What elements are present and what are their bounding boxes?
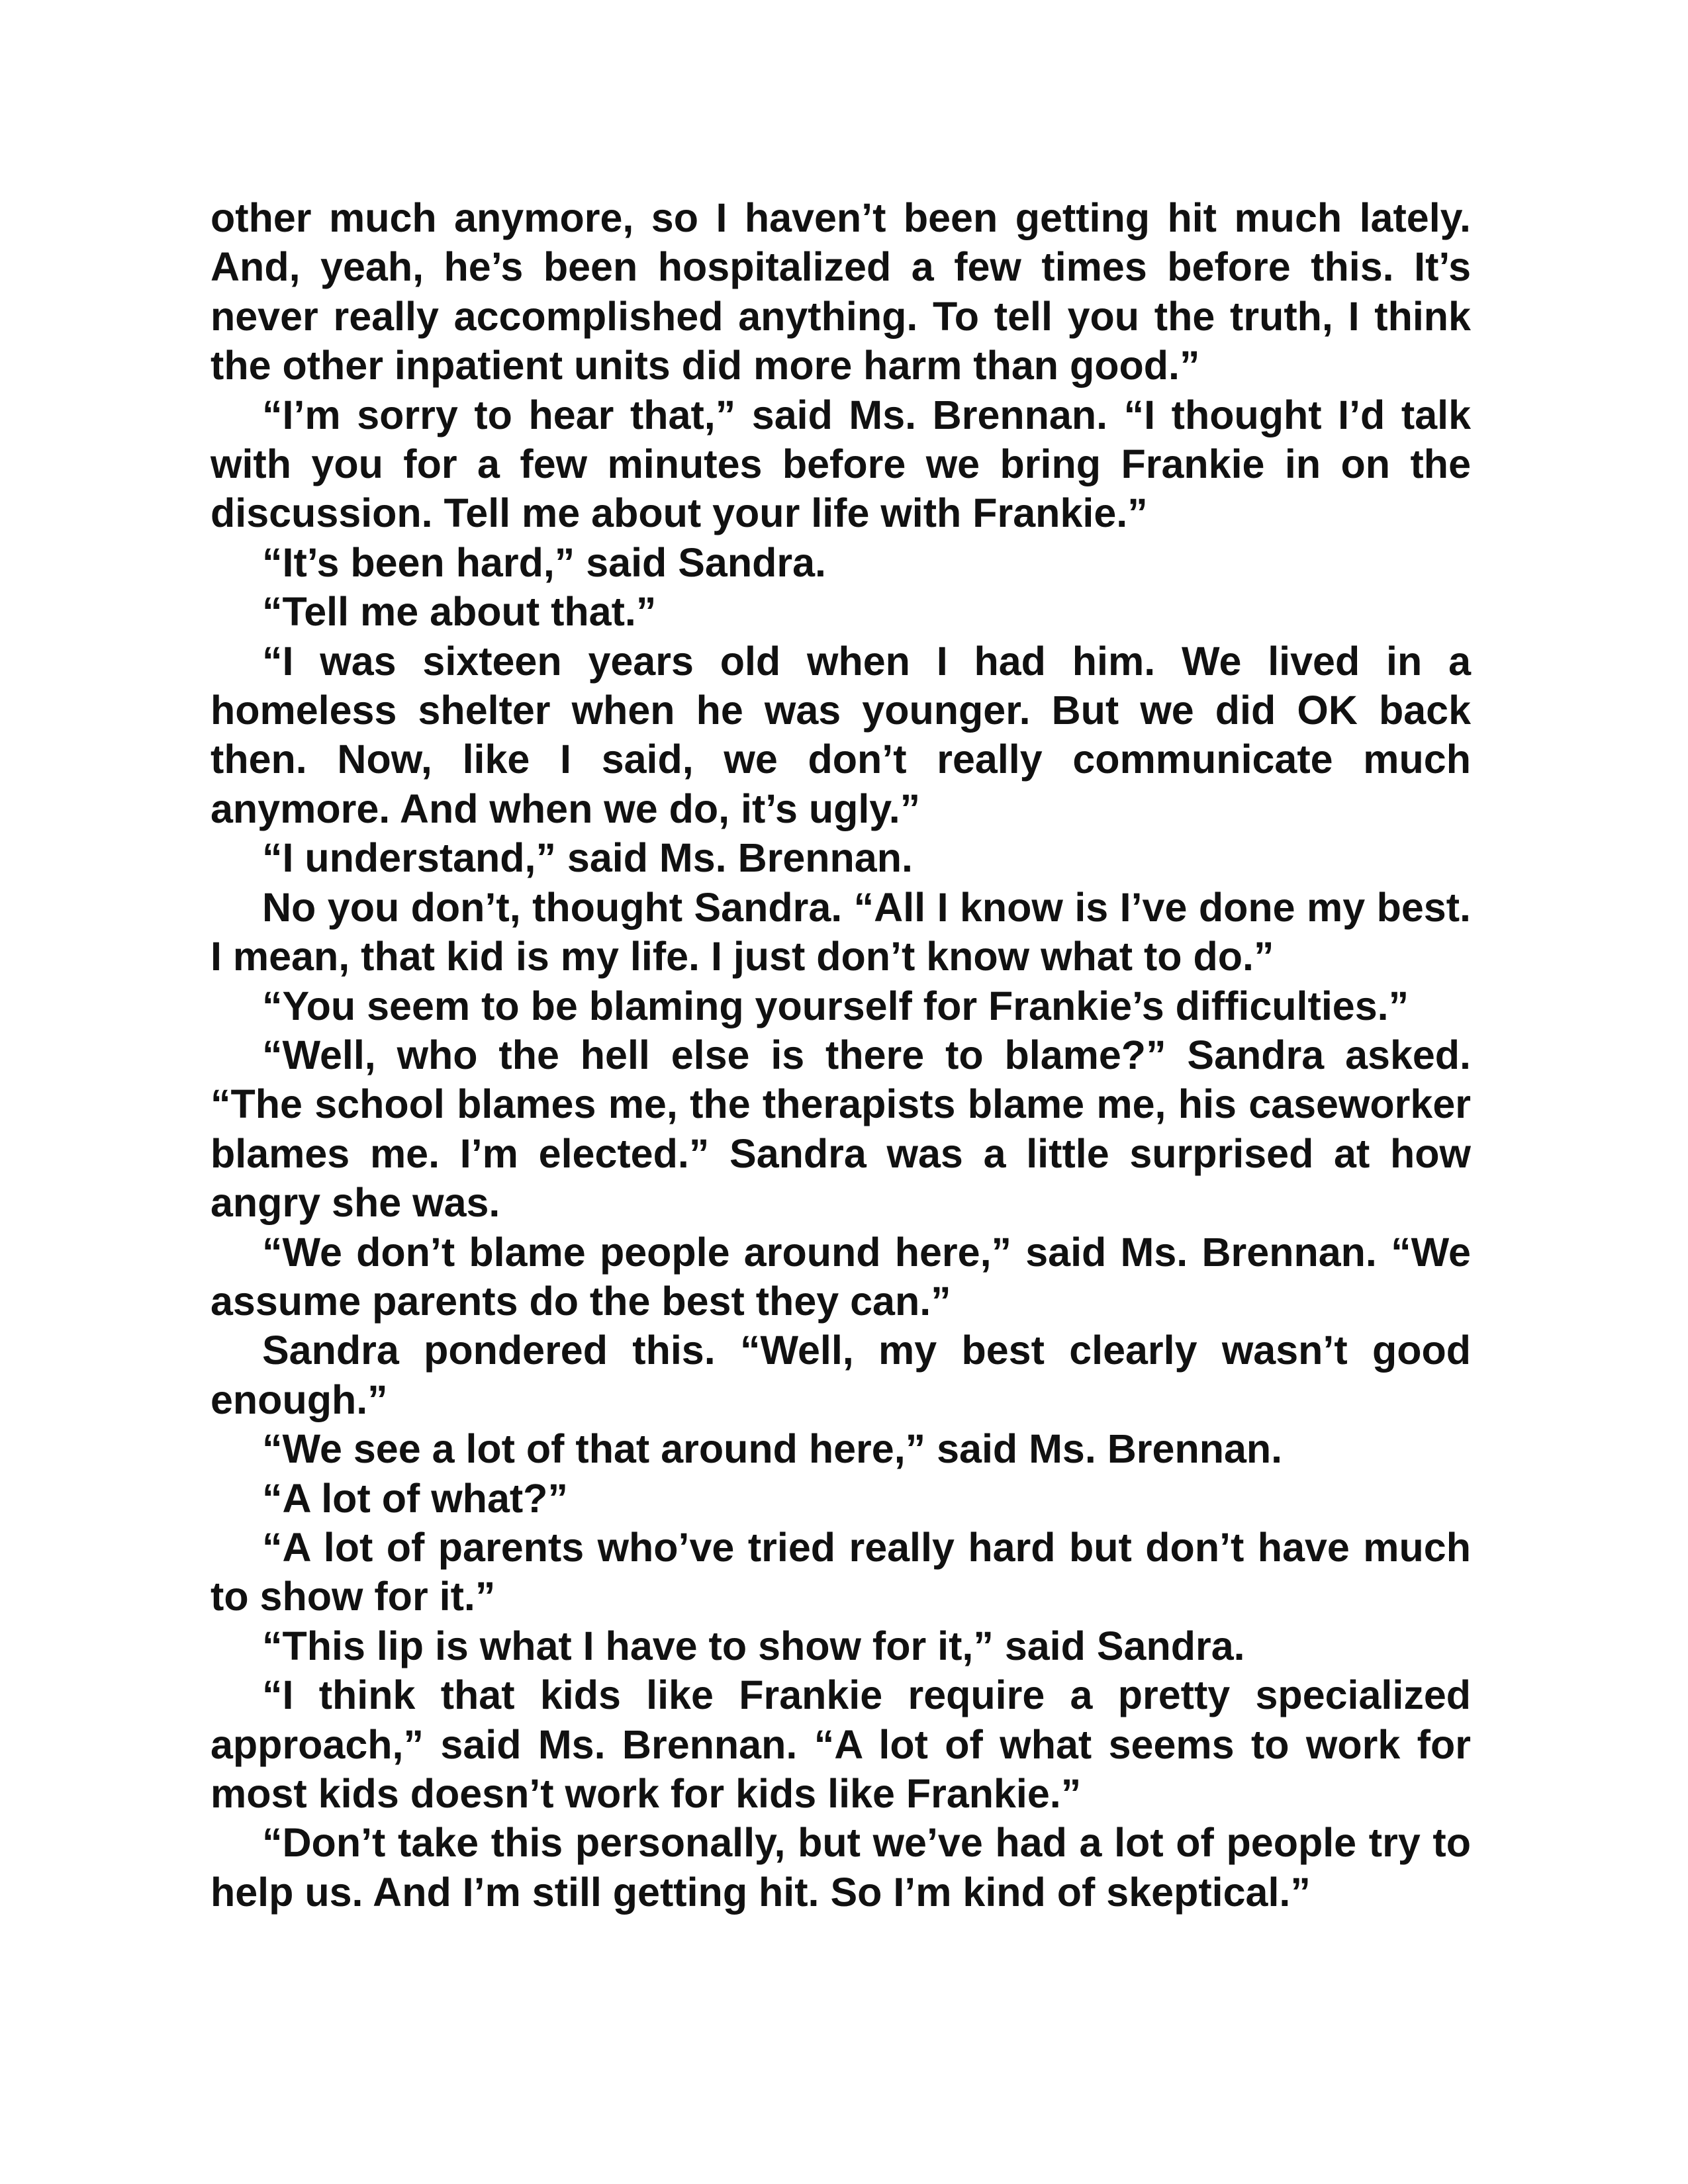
paragraph: “It’s been hard,” said Sandra. [262, 539, 826, 585]
paragraph: “I was sixteen years old when I had him. We lived in a homeless shelter when he was younger. But we did OK back then. Now, like I said, we don’t really communicate much anymore. And when we do, it’s ugly.” [211, 638, 1471, 831]
paragraph: “You seem to be blaming yourself for Frankie’s difficulties.” [262, 983, 1409, 1028]
paragraph: “This lip is what I have to show for it,” said Sandra. [262, 1623, 1245, 1668]
paragraph: Sandra pondered this. “Well, my best clearly wasn’t good enough.” [211, 1328, 1471, 1422]
paragraph: “We see a lot of that around here,” said Ms. Brennan. [262, 1426, 1283, 1472]
paragraph: “Tell me about that.” [262, 589, 657, 635]
paragraph: “I think that kids like Frankie require a pretty specialized approach,” said Ms. Brennan. “A lot of what seems to work for most kids doesn’t work for kids like Frankie.” [211, 1672, 1471, 1816]
paragraph: other much anymore, so I haven’t been getting hit much lately. And, yeah, he’s been hospitalized a few times before this. It’s never really accomplished anything. To tell you the truth, I think the other inpatient units did more harm than good.” [211, 195, 1471, 388]
paragraph: “Don’t take this personally, but we’ve had a lot of people try to help us. And I’m still getting hit. So I’m kind of skeptical.” [211, 1820, 1471, 1915]
paragraph: “I’m sorry to hear that,” said Ms. Brennan. “I thought I’d talk with you for a few minutes before we bring Frankie in on the discussion. Tell me about your life with Frankie.” [211, 392, 1471, 536]
paragraph: “Well, who the hell else is there to blame?” Sandra asked. “The school blames me, the therapists blame me, his caseworker blames me. I’m elected.” Sandra was a little surprised at how angry she was. [211, 1032, 1471, 1226]
paragraph: “We don’t blame people around here,” said Ms. Brennan. “We assume parents do the best they can.” [211, 1229, 1471, 1324]
paragraph: No you don’t, thought Sandra. “All I know is I’ve done my best. I mean, that kid is my life. I just don’t know what to do.” [211, 884, 1471, 979]
paragraph: “A lot of parents who’ve tried really hard but don’t have much to show for it.” [211, 1524, 1471, 1619]
paragraph: “I understand,” said Ms. Brennan. [262, 835, 913, 881]
document-page [211, 193, 1471, 1917]
paragraph: “A lot of what?” [262, 1475, 568, 1521]
